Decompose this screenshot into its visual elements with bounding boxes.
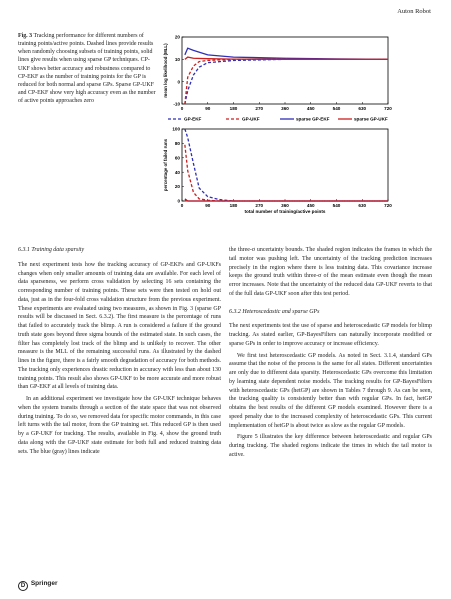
y-tick-label: 40 <box>174 169 180 175</box>
x-axis-label: total number of training/active points <box>244 209 326 214</box>
x-tick-label: 540 <box>332 106 341 111</box>
series-line-gp-ukf <box>185 145 388 201</box>
x-tick-label: 270 <box>255 106 264 111</box>
legend-label: sparse GP-EKF <box>296 116 330 122</box>
x-tick-label: 180 <box>229 203 238 208</box>
publisher-name: Springer <box>30 580 58 587</box>
failed-runs-plot <box>163 127 392 214</box>
y-tick-label: 20 <box>174 34 180 40</box>
paragraph: the three-σ uncertainty bounds. The shaded region indicates the frames in which the tail motor was pushing left. The uncertainty of the tracking prediction increases precisely in the region where there is less training data. This covariance increase keeps the ground truth within three-σ of the mean estimate even though the mean error increases. Note that the uncertainty of the reduced data GP-UKF reverts to that of the full data GP-UKF soon after this test period. <box>229 247 432 297</box>
legend-label: GP-UKF <box>242 116 260 122</box>
paragraph: Figure 5 illustrates the key difference between heteroscedastic and regular GPs during tracking. The shaded regions indicate the times in which the tail motor is active. <box>229 434 432 458</box>
y-tick-label: 10 <box>174 56 180 62</box>
figure-label: Fig. 3 <box>18 33 33 39</box>
plot-frame <box>182 37 388 104</box>
section-heading-heteroscedastic: 6.3.2 Heteroscedastic and sparse GPs <box>229 308 320 315</box>
series-line-gp-ukf <box>185 59 388 104</box>
plot-frame <box>182 129 388 201</box>
journal-name: Auton Robot <box>397 8 431 15</box>
x-tick-label: 0 <box>180 106 184 111</box>
series-line-gp-ekf <box>185 129 388 201</box>
series-line-gp-ekf <box>185 59 388 104</box>
mll-plot <box>163 35 392 111</box>
paragraph: We first test heteroscedastic GP models. As noted in Sect. 3.1.4, standard GPs assume that the noise of the process is the same for all states. Different uncertainties are only due to different data sparsity. Heteroscedastic GPs overcome this limitation by learning state dependent noise models. The tracking results for GP-BayesFilters with heteroscedastic GPs (hetGP) are shown in Tables 7 through 9. As can be seen, the tracking quality is consistently better than with regular GPs. In fact, hetGP obtains the best results of the different GP models examined. However there is a speed penalty due to the increased complexity of heteroscedastic GPs. This current implementation of hetGP is about twice as slow as the regular GP models. <box>229 352 432 429</box>
x-tick-label: 270 <box>255 203 264 208</box>
x-tick-label: 720 <box>384 203 392 208</box>
legend-label: GP-EKF <box>184 116 202 122</box>
tracking-performance-figure <box>160 31 392 221</box>
y-tick-label: 60 <box>174 155 180 161</box>
x-tick-label: 450 <box>306 106 315 111</box>
paragraph: The next experiment tests how the tracking accuracy of GP-EKFs and GP-UKFs changes when only smaller amounts of training data are available. For each level of data sparseness, we perform cross validation by selecting 16 sets containing the corresponding number of training points. These sets were then tested on hold out data, just as in the four-fold cross validation structure from the previous experiment. These experiments are evaluated using two measures, as shown in Fig. 3 (sparse GP results will be discussed in Sect. 6.3.2). The first measure is the percentage of runs that failed to accurately track the blimp. A run is considered a failure if the ground truth state goes beyond three sigma bounds of the estimated state. In such cases, the filter has completely lost track of the blimp and is unlikely to recover. The other measure is the MLL of the remaining successful runs. As illustrated by the dashed lines in the figure, there is a fairly smooth degradation of accuracy for both methods. The tracking only experiences drastic reduction in accuracy with less than about 130 training points. This result also shows GP-UKF to be more accurate and more robust than GP-EKF at all levels of training data. <box>18 261 221 391</box>
legend-label: sparse GP-UKF <box>354 116 388 122</box>
x-tick-label: 630 <box>358 106 367 111</box>
x-tick-label: 360 <box>281 203 289 208</box>
springer-logo <box>18 580 58 591</box>
x-tick-label: 450 <box>306 203 315 208</box>
springer-horse-icon: D <box>18 581 28 591</box>
x-tick-label: 90 <box>205 203 211 208</box>
x-tick-label: 630 <box>358 203 367 208</box>
y-tick-label: 20 <box>174 184 180 190</box>
x-tick-label: 360 <box>281 106 289 111</box>
x-tick-label: 0 <box>180 203 184 208</box>
legend <box>168 117 388 122</box>
x-tick-label: 180 <box>229 106 238 111</box>
figure-caption <box>18 32 156 105</box>
x-tick-label: 720 <box>384 106 392 111</box>
y-tick-label: 0 <box>177 79 180 85</box>
x-tick-label: 90 <box>205 106 211 111</box>
paragraph: In an additional experiment we investigate how the GP-UKF technique behaves when the system transits through a section of the state space that was not observed during training. To do so, we removed data for specific motor commands, in this case left turns with the tail motor, from the GP training set. This reduced GP is then used by a GP-UKF for tracking. The results, available in Fig. 4, show the ground truth data along with the GP-UKF state estimate for both full and reduced training data sets. The blue (gray) lines indicate <box>18 396 221 455</box>
y-tick-label: -10 <box>173 101 180 107</box>
y-tick-label: 80 <box>174 141 180 146</box>
y-axis-label: mean log likelihood (MLL) <box>163 43 168 98</box>
paragraph: The next experiments test the use of sparse and heteroscedastic GP models for blimp tracking. As stated earlier, GP-BayesFilters can naturally incorporate modified or sparse GPs in order to improve accuracy or increase efficiency. <box>229 323 432 347</box>
section-heading-training-sparsity: 6.3.1 Training data sparsity <box>18 247 85 253</box>
x-tick-label: 540 <box>332 203 341 208</box>
y-tick-label: 100 <box>172 126 180 132</box>
right-column <box>229 246 432 463</box>
series-line-sparse-gp-ekf <box>185 48 388 59</box>
left-column <box>18 246 221 459</box>
figure-caption-text: Tracking performance for different numbers of training points/active points. Dashed lines provide results when randomly choosing subsets of training points, solid lines give results when using sparse GP techniques. CP-UKF shows better accuracy and robustness compared to CP-EKF as the number of training points for the GP is reduced for both normal and sparse GPs. Sparse GP-UKF and CP-EKF show very high accuracy even as the number of active points approaches zero <box>18 33 156 105</box>
series-line-sparse-gp-ukf <box>185 200 388 201</box>
y-tick-label: 0 <box>177 198 180 204</box>
y-axis-label: percentage of failed runs <box>163 138 168 192</box>
